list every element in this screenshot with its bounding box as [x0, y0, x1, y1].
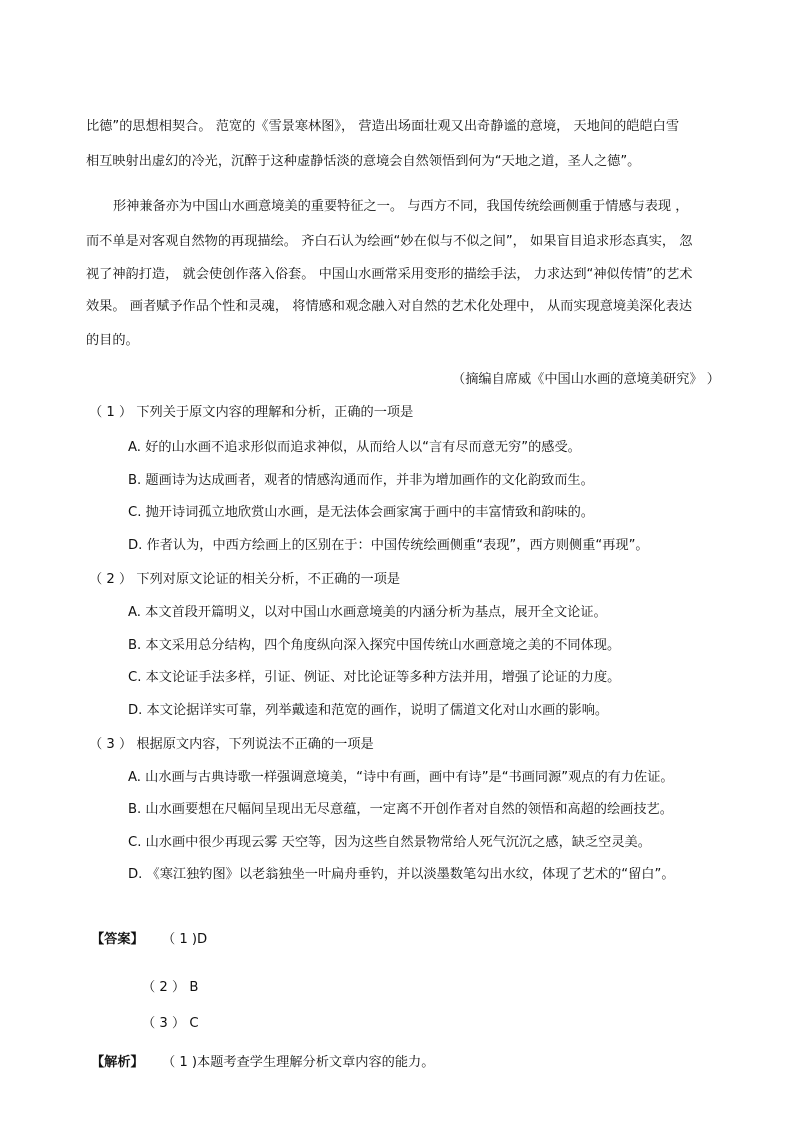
question-1-stem: （ 1 ） 下列关于原文内容的理解和分析，正确的一项是: [89, 405, 414, 420]
paragraph1-line-1: 比德”的思想相契合。 范宽的《雪景寒林图》， 营造出场面壮观又出奇静谧的意境， 天地间的皑皑白雪: [86, 119, 680, 134]
question-2-option-d: D. 本文论据详实可靠，列举戴逵和范宽的画作，说明了儒道文化对山水画的影响。: [128, 703, 609, 718]
paragraph2-line-2: 而不单是对客观自然物的再现描绘。 齐白石认为绘画“妙在似与不似之间”， 如果盲目追求形态真实， 忽: [86, 234, 693, 249]
paragraph2-line-3: 视了神韵打造， 就会使创作落入俗套。 中国山水画常采用变形的描绘手法， 力求达到“神似传情”的艺术: [86, 267, 693, 282]
question-2-stem: （ 2 ） 下列对原文论证的相关分析，不正确的一项是: [89, 572, 401, 587]
question-2-option-a: A. 本文首段开篇明义，以对中国山水画意境美的内涵分析为基点，展开全文论证。: [128, 605, 607, 620]
answer-label: 【答案】: [91, 932, 144, 947]
question-3-option-b: B. 山水画要想在尺幅间呈现出无尽意蕴，一定离不开创作者对自然的领悟和高超的绘画技艺。: [128, 802, 673, 817]
source-citation: （摘编自席威《中国山水画的意境美研究》 ）: [452, 372, 720, 387]
question-3-option-d: D. 《寒江独钓图》以老翁独坐一叶扁舟垂钓，并以淡墨数笔勾出水纹，体现了艺术的“留白”。: [128, 867, 675, 882]
answer-3: （ 3 ） C: [142, 1016, 199, 1031]
question-1-option-a: A. 好的山水画不追求形似而追求神似，从而给人以“言有尽而意无穷”的感受。: [128, 440, 581, 455]
question-1-option-b: B. 题画诗为达成画者，观者的情感沟通而作，并非为增加画作的文化韵致而生。: [128, 473, 594, 488]
question-2-option-c: C. 本文论证手法多样，引证、例证、对比论证等多种方法并用，增强了论证的力度。: [128, 670, 621, 685]
question-3-stem: （ 3 ） 根据原文内容，下列说法不正确的一项是: [89, 737, 374, 752]
answer-1: （ 1 )D: [161, 932, 208, 947]
paragraph2-line-1: 形神兼备亦为中国山水画意境美的重要特征之一。 与西方不同，我国传统绘画侧重于情感与表现 ，: [113, 199, 689, 214]
analysis-label: 【解析】: [91, 1055, 144, 1070]
question-1-option-d: D. 作者认为，中西方绘画上的区别在于：中国传统绘画侧重“表现”，西方则侧重“再现”。: [128, 538, 649, 553]
question-3-option-a: A. 山水画与古典诗歌一样强调意境美，“诗中有画，画中有诗”是“书画同源”观点的有力佐证。: [128, 770, 674, 785]
question-2-option-b: B. 本文采用总分结构，四个角度纵向深入探究中国传统山水画意境之美的不同体现。: [128, 638, 621, 653]
paragraph2-line-4: 效果。 画者赋予作品个性和灵魂， 将情感和观念融入对自然的艺术化处理中， 从而实现意境美深化表达: [86, 299, 693, 314]
analysis-text: （ 1 )本题考查学生理解分析文章内容的能力。: [161, 1055, 435, 1070]
analysis-section: [91, 1054, 434, 1072]
paragraph2-line-5: 的目的。: [86, 333, 139, 348]
answer-section: [91, 931, 207, 949]
question-3-option-c: C. 山水画中很少再现云雾 天空等，因为这些自然景物常给人死气沉沉之感，缺乏空灵美。: [128, 835, 651, 850]
question-1-option-c: C. 抛开诗词孤立地欣赏山水画，是无法体会画家寓于画中的丰富情致和韵味的。: [128, 505, 594, 520]
answer-2: （ 2 ） B: [142, 980, 199, 995]
paragraph1-line-2: 相互映射出虚幻的冷光，沉醉于这种虚静恬淡的意境会自然领悟到何为“天地之道，圣人之德”。: [86, 154, 641, 169]
